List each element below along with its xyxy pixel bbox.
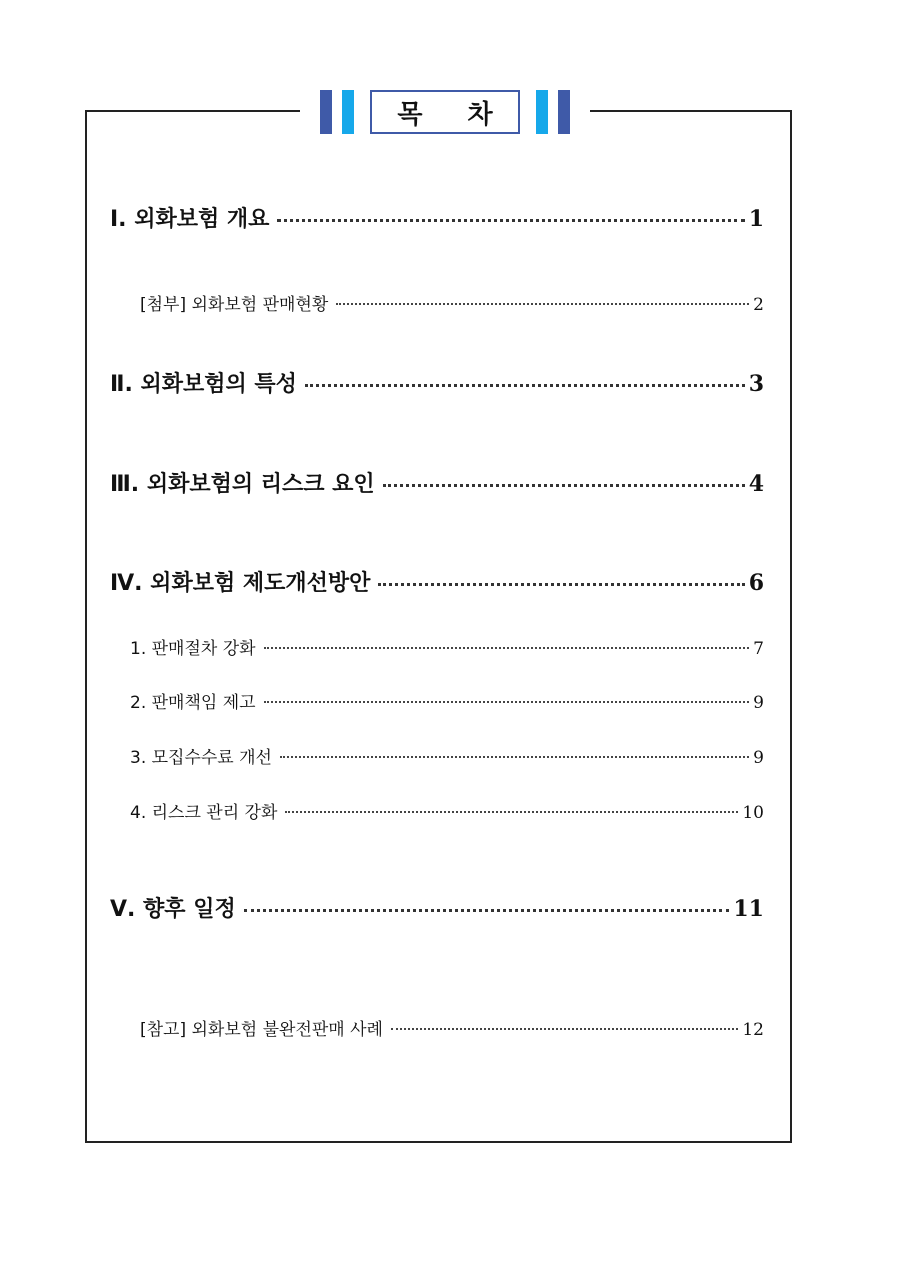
title-bar-right-outer (558, 90, 570, 134)
toc-entry-item-2[interactable] (130, 688, 764, 713)
dot-leader (378, 583, 744, 586)
toc-entry-label: Ⅳ. 외화보험 제도개선방안 (110, 571, 371, 596)
toc-entry-section-3[interactable] (110, 467, 764, 498)
dot-leader (383, 484, 745, 487)
dot-leader (336, 303, 749, 305)
toc-entry-label: [참고] 외화보험 불완전판매 사례 (140, 1020, 383, 1040)
dot-leader (244, 909, 730, 912)
toc-entry-label: Ⅰ. 외화보험 개요 (110, 207, 270, 232)
toc-entry-label: 1. 판매절차 강화 (130, 639, 256, 659)
toc-entry-item-4[interactable] (130, 798, 764, 823)
dot-leader (280, 756, 749, 758)
toc-entry-label: [첨부] 외화보험 판매현황 (140, 295, 329, 315)
toc-entry-label: Ⅴ. 향후 일정 (110, 897, 236, 922)
toc-title-block (300, 88, 590, 136)
dot-leader (264, 701, 750, 703)
toc-entry-label: Ⅲ. 외화보험의 리스크 요인 (110, 472, 375, 497)
toc-entry-page: 10 (742, 803, 764, 823)
toc-entry-page: 4 (748, 471, 764, 497)
toc-entry-section-2[interactable] (110, 367, 764, 398)
title-bar-right-inner (536, 90, 548, 134)
toc-entry-page: 3 (748, 371, 764, 397)
toc-entry-label: Ⅱ. 외화보험의 특성 (110, 372, 297, 397)
toc-entry-label: 3. 모집수수료 개선 (130, 748, 272, 768)
toc-entry-page: 2 (753, 295, 764, 315)
title-bar-left-inner (342, 90, 354, 134)
toc-entry-label: 2. 판매책임 제고 (130, 693, 256, 713)
toc-entry-page: 12 (742, 1020, 764, 1040)
toc-entry-page: 6 (748, 570, 764, 596)
toc-entry-page: 9 (753, 693, 764, 713)
toc-entry-reference[interactable] (140, 1015, 764, 1040)
toc-entry-section-4[interactable] (110, 566, 764, 597)
dot-leader (305, 384, 745, 387)
toc-frame (85, 110, 792, 1143)
toc-entry-section-5[interactable] (110, 892, 764, 923)
dot-leader (285, 811, 738, 813)
dot-leader (277, 219, 744, 222)
toc-entry-label: 4. 리스크 관리 강화 (130, 803, 278, 823)
toc-entry-attachment[interactable] (140, 290, 764, 315)
toc-title: 목 차 (370, 90, 520, 134)
toc-entry-page: 1 (748, 206, 764, 232)
toc-entry-item-3[interactable] (130, 743, 764, 768)
dot-leader (264, 647, 750, 649)
toc-entry-item-1[interactable] (130, 634, 764, 659)
dot-leader (391, 1028, 738, 1030)
toc-entry-section-1[interactable] (110, 202, 764, 233)
toc-entry-page: 7 (753, 639, 764, 659)
toc-entry-page: 11 (733, 896, 764, 922)
toc-entry-page: 9 (753, 748, 764, 768)
title-bar-left-outer (320, 90, 332, 134)
